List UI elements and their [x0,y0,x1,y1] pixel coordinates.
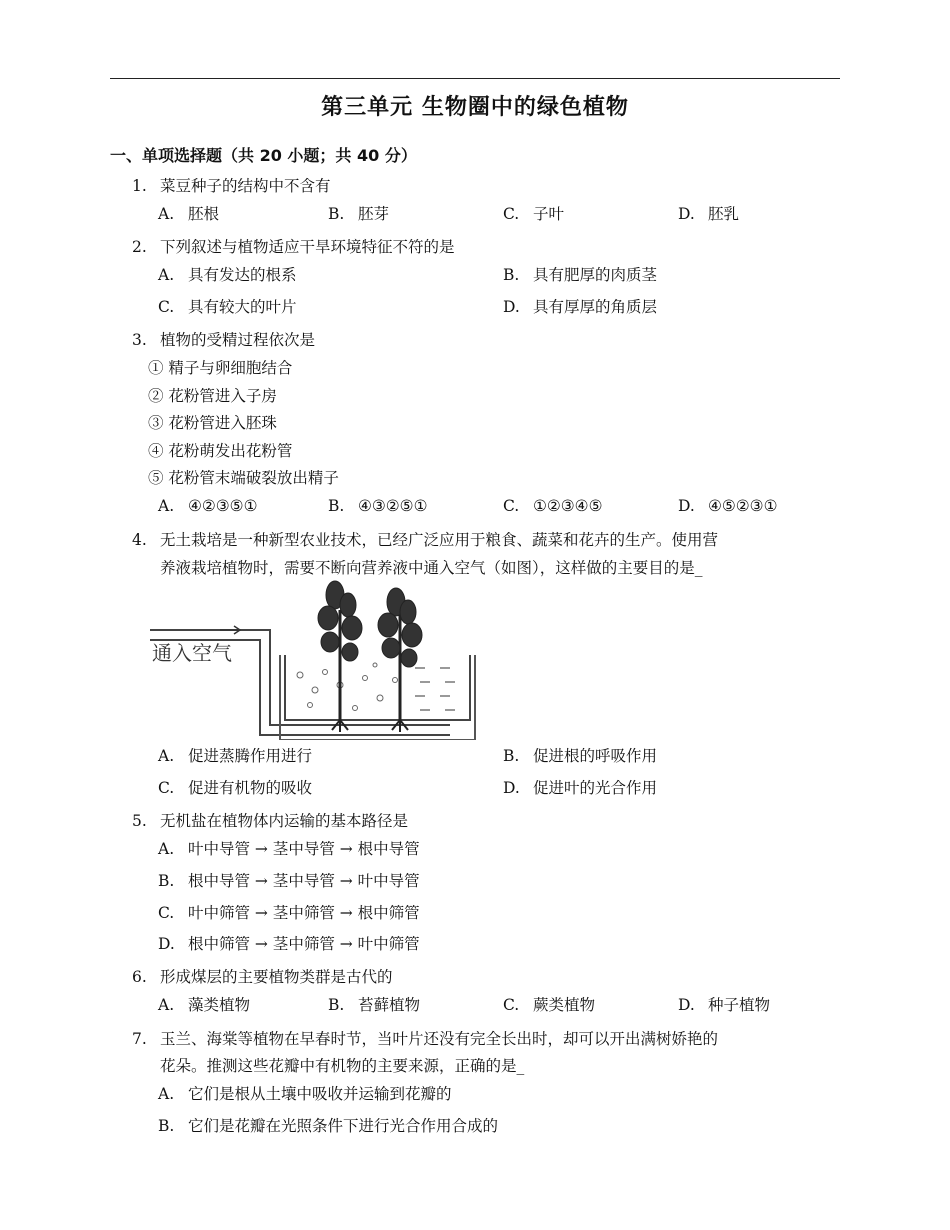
step-item: ③ 花粉管进入胚珠 [148,414,277,432]
option-b[interactable]: B. ④③②⑤① [328,497,428,515]
question-2 [132,236,455,258]
option-c[interactable]: C. 具有较大的叶片 [158,298,297,316]
question-text: 菜豆种子的结构中不含有 [160,177,331,195]
plant-icon [378,588,422,732]
option-a[interactable]: A. 它们是根从土壤中吸收并运输到花瓣的 [158,1085,452,1103]
question-number: 5. [132,812,147,830]
option-b[interactable]: B. 苔藓植物 [328,996,421,1014]
question-number: 1. [132,177,147,195]
figure-label: 通入空气 [152,641,232,665]
option-a[interactable]: A. ④②③⑤① [158,497,258,515]
option-d[interactable]: D. ④⑤②③① [678,497,778,515]
header-rule [110,78,840,79]
option-c[interactable]: C. ①②③④⑤ [503,497,603,515]
option-b[interactable]: B. 胚芽 [328,205,390,223]
option-a[interactable]: A. 具有发达的根系 [158,266,297,284]
hydroponics-figure [150,580,480,740]
option-d[interactable]: D. 促进叶的光合作用 [503,779,658,797]
arrow-icon [220,626,240,634]
question-text: 形成煤层的主要植物类群是古代的 [160,968,393,986]
section-heading: 一、单项选择题（共 20 小题；共 40 分） [110,146,417,165]
option-b[interactable]: B. 它们是花瓣在光照条件下进行光合作用合成的 [158,1117,499,1135]
question-number: 7. [132,1030,147,1048]
question-7 [132,1028,718,1050]
question-number: 2. [132,238,147,256]
option-c[interactable]: C. 促进有机物的吸收 [158,779,313,797]
question-text-continued: 花朵。推测这些花瓣中有机物的主要来源，正确的是_ [160,1057,525,1075]
question-text: 无机盐在植物体内运输的基本路径是 [160,812,409,830]
option-a[interactable]: A. 叶中导管 → 茎中导管 → 根中导管 [158,840,420,858]
option-d[interactable]: D. 胚乳 [678,205,740,223]
step-item: ④ 花粉萌发出花粉管 [148,442,293,460]
option-a[interactable]: A. 藻类植物 [158,996,251,1014]
question-text: 下列叙述与植物适应干旱环境特征不符的是 [160,238,455,256]
option-b[interactable]: B. 根中导管 → 茎中导管 → 叶中导管 [158,872,420,890]
question-1 [132,175,331,197]
liquid-lines [415,668,455,710]
plant-icon [318,581,362,732]
question-text-continued: 养液栽培植物时，需要不断向营养液中通入空气（如图），这样做的主要目的是_ [160,559,703,577]
question-number: 6. [132,968,147,986]
option-a[interactable]: A. 胚根 [158,205,220,223]
option-d[interactable]: D. 种子植物 [678,996,771,1014]
question-number: 4. [132,531,147,549]
question-number: 3. [132,331,147,349]
question-text: 植物的受精过程依次是 [160,331,316,349]
question-6 [132,966,393,988]
bubbles [297,663,398,711]
question-4 [132,529,718,551]
option-c[interactable]: C. 蕨类植物 [503,996,596,1014]
option-a[interactable]: A. 促进蒸腾作用进行 [158,747,313,765]
option-d[interactable]: D. 具有厚厚的角质层 [503,298,658,316]
step-item: ② 花粉管进入子房 [148,387,277,405]
step-item: ① 精子与卵细胞结合 [148,359,293,377]
question-5 [132,810,408,832]
option-d[interactable]: D. 根中筛管 → 茎中筛管 → 叶中筛管 [158,935,420,953]
page-title: 第三单元 生物圈中的绿色植物 [321,95,629,120]
question-text: 玉兰、海棠等植物在早春时节，当叶片还没有完全长出时，却可以开出满树娇艳的 [160,1030,719,1048]
question-text: 无土栽培是一种新型农业技术，已经广泛应用于粮食、蔬菜和花卉的生产。使用营 [160,531,719,549]
option-b[interactable]: B. 具有肥厚的肉质茎 [503,266,658,284]
step-item: ⑤ 花粉管末端破裂放出精子 [148,469,339,487]
option-b[interactable]: B. 促进根的呼吸作用 [503,747,658,765]
question-3 [132,329,315,351]
option-c[interactable]: C. 子叶 [503,205,565,223]
option-c[interactable]: C. 叶中筛管 → 茎中筛管 → 根中筛管 [158,904,420,922]
